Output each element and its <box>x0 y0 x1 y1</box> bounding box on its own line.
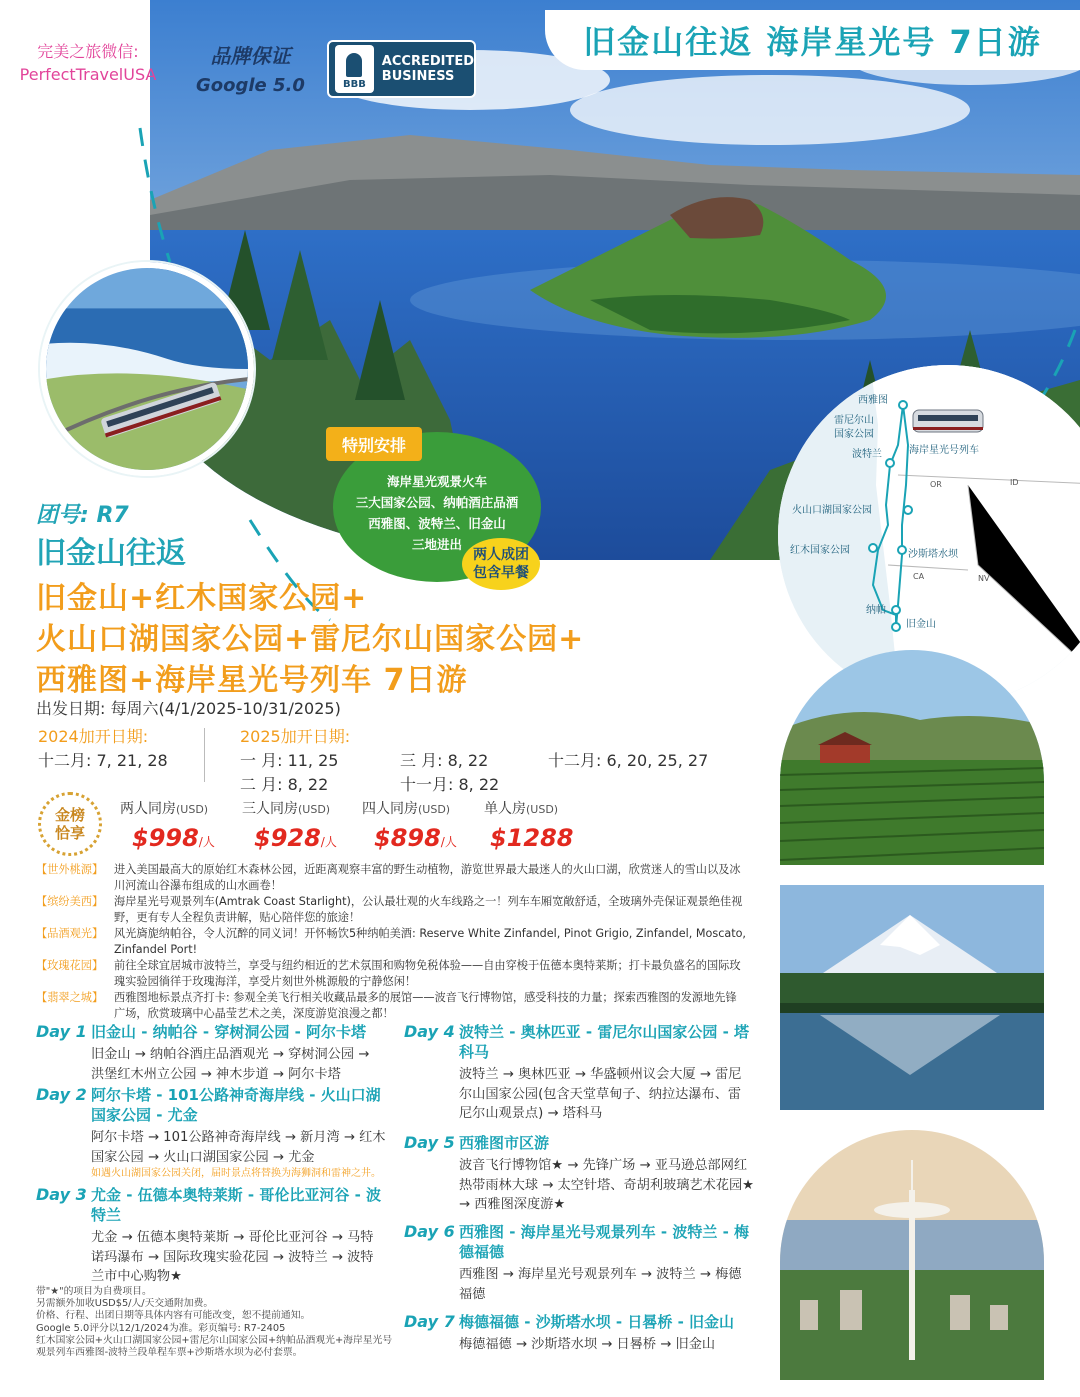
map-label-rainier: 雷尼尔山 <box>834 415 874 426</box>
highlight-item <box>36 990 746 1022</box>
extra-date-2025: 二 月: 8, 22 <box>240 775 329 794</box>
day-route: 波特兰 → 奥林匹亚 → 华盛顿州议会大厦 → 雷尼尔山国家公园(包含天堂草甸子、纳拉达瀑布、雷尼尔山观景点) → 塔科马 <box>459 1067 742 1121</box>
day-number: Day 2 <box>36 1085 87 1104</box>
day-title: 旧金山 - 纳帕谷 - 穿树洞公园 - 阿尔卡塔 <box>91 1023 367 1041</box>
google-rating: Google 5.0 <box>196 75 305 96</box>
itinerary-day-5 <box>404 1133 754 1215</box>
day-number: Day 5 <box>404 1133 455 1152</box>
per-person: /人 <box>320 835 337 849</box>
currency-unit: (USD) <box>176 803 209 816</box>
day-number: Day 3 <box>36 1185 87 1204</box>
tour-title-line: 火山口湖国家公园+雷尼尔山国家公园+ <box>36 622 585 657</box>
highlight-text: 海岸星光号观景列车(Amtrak Coast Starlight)，公认最壮观的火车线路之一！列车车厢宽敞舒适，全玻璃外壳保证观景绝佳视野，更有专人全程负责讲解，贴心陪伴您的旅途！ <box>114 895 743 924</box>
map-label-san-francisco: 旧金山 <box>906 619 936 630</box>
itinerary-day-4 <box>404 1022 754 1124</box>
map-state-id: ID <box>1010 478 1019 487</box>
highlight-tag: 【品酒观光】 <box>36 927 104 941</box>
price-triple <box>242 798 337 852</box>
tour-title-line: 西雅图+海岸星光号列车 7日游 <box>36 663 468 698</box>
map-state-or: OR <box>930 480 942 489</box>
tour-number: 团号: R7 <box>36 503 129 528</box>
footnote-line: Google 5.0评分以12/1/2024为准。彩页编号: R7-2405 <box>36 1322 286 1334</box>
coast-starlight-train-photo <box>40 262 254 476</box>
extra-date-2025: 十二月: 6, 20, 25, 27 <box>548 751 709 770</box>
extra-date-2025: 十一月: 8, 22 <box>400 775 500 794</box>
bbb-line-2: BUSINESS <box>381 69 455 84</box>
map-label-crater-lake: 火山口湖国家公园 <box>792 505 872 516</box>
price-amount: $998 <box>132 824 199 852</box>
itinerary-day-3 <box>36 1185 386 1287</box>
highlight-tag: 【缤纷美西】 <box>36 895 104 909</box>
banner-title: 旧金山往返 海岸星光号 7日游 <box>583 23 1042 61</box>
mount-rainier-photo <box>780 885 1044 1110</box>
price-amount: $898 <box>374 824 441 852</box>
itinerary-day-1 <box>36 1022 386 1084</box>
highlights-list <box>36 862 746 1022</box>
day-number: Day 1 <box>36 1022 87 1041</box>
room-type-label: 三人同房 <box>242 801 298 817</box>
price-quad <box>362 798 457 852</box>
footnotes <box>36 1286 396 1359</box>
map-label-redwood: 红木国家公园 <box>790 545 850 556</box>
map-state-ca: CA <box>913 572 925 581</box>
price-double <box>120 798 215 852</box>
map-label-portland: 波特兰 <box>852 449 882 460</box>
currency-unit: (USD) <box>526 803 559 816</box>
day-title: 西雅图市区游 <box>459 1134 550 1152</box>
footnote-line: 价格、行程、出团日期等具体内容有可能改变，恕不提前通知。 <box>36 1310 311 1322</box>
space-needle-photo <box>780 1130 1044 1380</box>
day-title: 波特兰 - 奥林匹亚 - 雷尼尔山国家公园 - 塔科马 <box>459 1023 750 1061</box>
extra-dates-2024-value: 十二月: 7, 21, 28 <box>38 751 168 770</box>
wechat-contact <box>8 40 168 86</box>
map-state-nv: NV <box>978 574 990 583</box>
train-icon <box>913 410 983 432</box>
special-line: 三地进出 <box>411 537 462 552</box>
highlight-text: 风光旖旎纳帕谷，令人沉醉的同义词！开怀畅饮5种纳帕美酒: Reserve White Zinfandel, Pinot Grigio, Zinfandel, Moscato, Zinfandel Port! <box>114 927 746 956</box>
departure-dates: 出发日期: 每周六(4/1/2025-10/31/2025) <box>36 699 341 718</box>
footnote-line: 红木国家公园+火山口湖国家公园+雷尼尔山国家公园+纳帕品酒观光+海岸星光号观景列车西雅图-波特兰段单程车票+沙斯塔水坝为必付套票。 <box>36 1334 393 1359</box>
bbb-text <box>382 54 474 84</box>
special-line: 三大国家公园、纳帕酒庄品酒 <box>355 495 519 510</box>
highlight-tag: 【世外桃源】 <box>36 863 104 876</box>
wechat-label: 完美之旅微信: <box>37 42 139 61</box>
map-label-rainier-2: 国家公园 <box>834 429 874 440</box>
highlight-item <box>36 926 746 958</box>
price-amount: $1288 <box>490 824 574 852</box>
day-note: 如遇火山湖国家公园关闭，届时景点将替换为海狮洞和雷神之井。 <box>91 1168 381 1179</box>
per-person: /人 <box>440 835 457 849</box>
day-title: 尤金 - 伍德本奥特莱斯 - 哥伦比亚河谷 - 波特兰 <box>91 1186 382 1224</box>
laurel-badge-icon <box>38 792 102 856</box>
extra-dates-2025-label: 2025加开日期: <box>240 727 351 746</box>
day-route: 阿尔卡塔 → 101公路神奇海岸线 → 新月湾 → 红木国家公园 → 火山口湖国家公园 → 尤金 <box>91 1130 386 1165</box>
price-amount: $928 <box>254 824 321 852</box>
per-person: /人 <box>198 835 215 849</box>
bbb-accredited-badge <box>327 40 476 98</box>
day-route: 梅德福德 → 沙斯塔水坝 → 日晷桥 → 旧金山 <box>459 1337 716 1352</box>
wechat-id: PerfectTravelUSA <box>19 65 157 84</box>
two-person-breakfast-badge <box>462 538 540 590</box>
dates-divider <box>204 728 205 782</box>
itinerary-day-6 <box>404 1222 754 1304</box>
special-line: 西雅图、波特兰、旧金山 <box>368 516 506 531</box>
highlight-tag: 【翡翠之城】 <box>36 991 104 1005</box>
day-title: 西雅图 - 海岸星光号观景列车 - 波特兰 - 梅德福德 <box>459 1223 750 1261</box>
highlight-item <box>36 862 746 894</box>
price-single <box>484 798 574 852</box>
tour-subtitle: 旧金山往返 <box>36 536 186 571</box>
day-route: 波音飞行博物馆★ → 先锋广场 → 亚马逊总部网红热带雨林大球 → 太空针塔、奇胡利玻璃艺术花园★ → 西雅图深度游★ <box>459 1158 755 1212</box>
highlight-text: 前往全球宜居城市波特兰，享受与纽约相近的艺术氛围和购物免税体验——自由穿梭于伍德本奥特莱斯；打卡最负盛名的国际玫瑰实验园徜徉于玫瑰海洋，享受片刻世外桃源般的宁静悠闲！ <box>114 959 741 989</box>
day-title: 阿尔卡塔 - 101公路神奇海岸线 - 火山口湖国家公园 - 尤金 <box>91 1086 381 1124</box>
extra-dates-2024-label: 2024加开日期: <box>38 727 149 746</box>
extra-date-2025: 三 月: 8, 22 <box>400 751 489 770</box>
itinerary-day-7 <box>404 1312 774 1355</box>
highlight-tag: 【玫瑰花园】 <box>36 959 104 973</box>
day-route: 尤金 → 伍德本奥特莱斯 → 哥伦比亚河谷 → 马特诺玛瀑布 → 国际玫瑰实验花园 → 波特兰 → 波特兰市中心购物★ <box>91 1230 374 1284</box>
map-label-train: 海岸星光号列车 <box>909 445 979 456</box>
currency-unit: (USD) <box>418 803 451 816</box>
highlight-text: 进入美国最高大的原始红木森林公园，近距离观察丰富的野生动植物，游览世界最大最迷人的火山口湖，欣赏迷人的雪山以及冰川河流山谷瀑布组成的山水画卷！ <box>114 863 741 892</box>
special-arrangement-tag: 特别安排 <box>326 427 422 461</box>
bbb-line-1: ACCREDITED <box>381 54 474 69</box>
badge-line-2: 包含早餐 <box>473 565 529 581</box>
extra-date-2025: 一 月: 11, 25 <box>240 751 339 770</box>
day-route: 旧金山 → 纳帕谷酒庄品酒观光 → 穿树洞公园 → 洪堡红木州立公园 → 神木步道 → 阿尔卡塔 <box>91 1047 370 1082</box>
map-label-seattle: 西雅图 <box>858 395 888 406</box>
title-banner <box>545 10 1080 70</box>
brand-guarantee <box>196 40 305 96</box>
day-number: Day 7 <box>404 1312 455 1331</box>
day-number: Day 6 <box>404 1222 455 1241</box>
room-type-label: 四人同房 <box>362 801 418 817</box>
badge-line-1: 金榜 <box>54 806 85 824</box>
highlight-item <box>36 958 746 990</box>
room-type-label: 单人房 <box>484 801 526 817</box>
footnote-line: 带"★"的项目为自费项目。 <box>36 1286 152 1297</box>
map-label-shasta: 沙斯塔水坝 <box>908 549 958 560</box>
itinerary-day-2 <box>36 1085 386 1181</box>
badge-line-1: 两人成团 <box>473 547 529 563</box>
map-label-napa: 纳帕 <box>866 605 886 616</box>
day-route: 西雅图 → 海岸星光号观景列车 → 波特兰 → 梅德福德 <box>459 1267 742 1302</box>
bbb-logo-icon <box>335 45 374 93</box>
day-title: 梅德福德 - 沙斯塔水坝 - 日晷桥 - 旧金山 <box>459 1313 735 1331</box>
torch-icon <box>346 53 362 77</box>
bbb-logo-text: BBB <box>342 79 366 90</box>
highlight-text: 西雅图地标景点齐打卡: 参观全美飞行相关收藏品最多的展馆——波音飞行博物馆，感受科技的力量；探索西雅图的发源地先锋广场，欣赏玻璃中心晶莹艺术之美，深度游览浪漫之都！ <box>114 991 737 1021</box>
room-type-label: 两人同房 <box>120 801 176 817</box>
tour-title-line: 旧金山+红木国家公园+ <box>36 581 368 616</box>
brand-guarantee-label: 品牌保证 <box>210 44 291 68</box>
currency-unit: (USD) <box>298 803 331 816</box>
day-number: Day 4 <box>404 1022 455 1041</box>
footnote-line: 另需额外加收USD$5/人/天交通附加费。 <box>36 1298 214 1310</box>
badge-line-2: 恰享 <box>54 824 85 842</box>
highlight-item <box>36 894 746 926</box>
special-line: 海岸星光观景火车 <box>386 474 487 489</box>
